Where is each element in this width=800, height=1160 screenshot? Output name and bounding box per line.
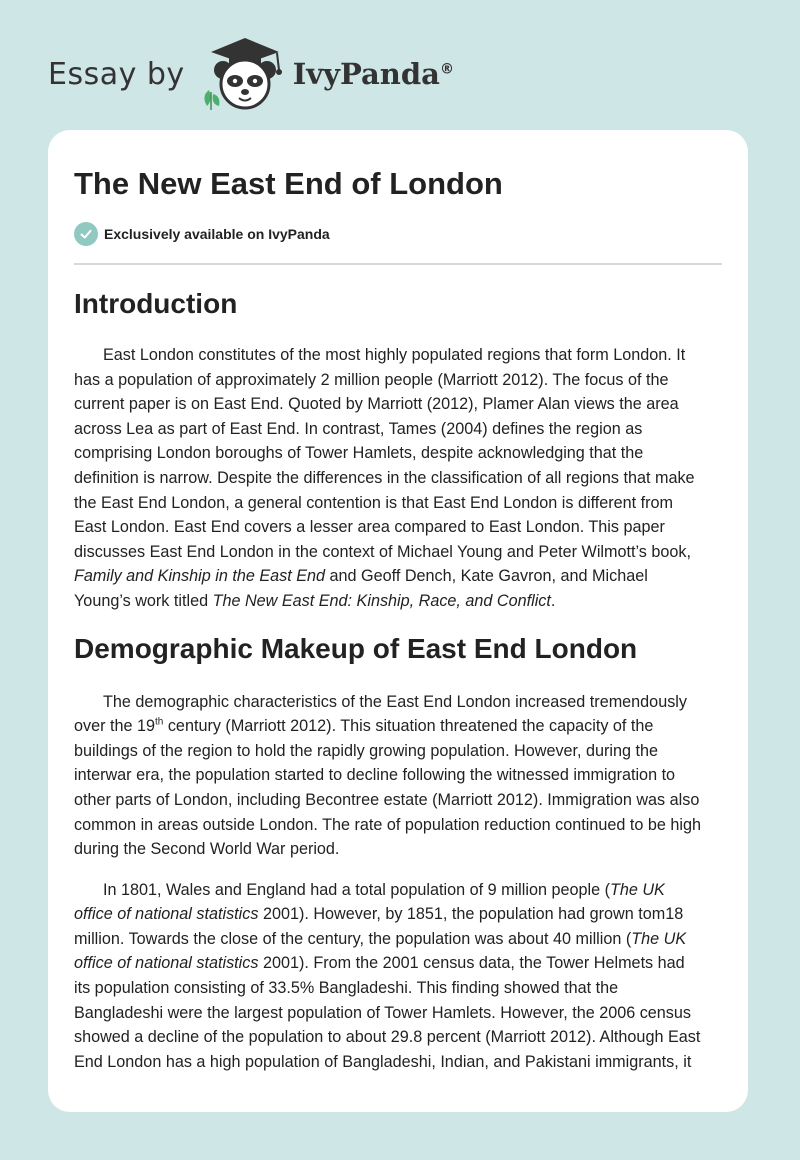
text-line: In 1801, Wales and England had a total population of 9 million people (The UK bbox=[103, 880, 665, 899]
text-line: current paper is on East End. Quoted by Marriott (2012), Plamer Alan views the area bbox=[74, 395, 679, 414]
section-heading-demographic: Demographic Makeup of East End London bbox=[74, 632, 638, 664]
text-line: during the Second World War period. bbox=[74, 840, 340, 859]
essay-by-label: Essay by bbox=[48, 56, 185, 92]
text-line: office of national statistics 2001). However, by 1851, the population had grown tom18 bbox=[74, 905, 684, 924]
text-line: comprising London boroughs of Tower Hamlets, despite acknowledging that the bbox=[74, 444, 644, 463]
paragraph bbox=[74, 878, 722, 1075]
text-line: The demographic characteristics of the East End London increased tremendously bbox=[103, 692, 687, 711]
text-line: definition is narrow. Despite the differences in the classification of all regions that make bbox=[74, 468, 695, 487]
text-line: East London constitutes of the most highly populated regions that form London. It bbox=[103, 346, 686, 364]
text-line: Young’s work titled The New East End: Kinship, Race, and Conflict. bbox=[74, 591, 556, 610]
paragraph bbox=[74, 690, 722, 862]
text-line: Family and Kinship in the East End and Geoff Dench, Kate Gavron, and Michael bbox=[74, 567, 648, 586]
site-header bbox=[48, 34, 454, 114]
essay-card bbox=[48, 130, 748, 1112]
divider bbox=[74, 263, 722, 265]
exclusive-badge bbox=[74, 222, 722, 246]
section-heading-introduction: Introduction bbox=[74, 288, 238, 319]
text-line: other parts of London, including Becontree estate (Marriott 2012). Immigration was also bbox=[74, 790, 700, 809]
checkmark-icon bbox=[74, 222, 98, 246]
exclusive-label: Exclusively available on IvyPanda bbox=[104, 226, 330, 242]
text-line: million. Towards the close of the century, the population was about 40 million (The UK bbox=[74, 929, 687, 948]
text-line: the East End London, a general contention is that East End London is different from bbox=[74, 493, 674, 512]
text-line: common in areas outside London. The rate of population reduction continued to be high bbox=[74, 815, 701, 834]
brand-name[interactable]: IvyPanda® bbox=[292, 57, 454, 91]
text-line: across Lea as part of East End. In contrast, Tames (2004) defines the region as bbox=[74, 419, 643, 438]
text-line: End London has a high population of Bangladeshi, Indian, and Pakistani immigrants, it bbox=[74, 1052, 692, 1071]
text-line: office of national statistics 2001). From the 2001 census data, the Tower Helmets had bbox=[74, 954, 685, 973]
text-line: discusses East End London in the context of Michael Young and Peter Wilmott’s book, bbox=[74, 542, 691, 561]
text-line: showed a decline of the population to about 29.8 percent (Marriott 2012). Although East bbox=[74, 1028, 701, 1047]
text-line: buildings of the region to hold the rapidly growing population. However, during the bbox=[74, 741, 659, 760]
text-line: interwar era, the population started to decline following the witnessed immigration to bbox=[74, 766, 676, 785]
page-title: The New East End of London bbox=[74, 166, 503, 201]
paragraph bbox=[74, 343, 722, 614]
text-line: East London. East End covers a lesser area compared to East London. This paper bbox=[74, 518, 665, 537]
text-line: its population consisting of 33.5% Bangladeshi. This finding showed that the bbox=[74, 979, 619, 998]
text-line: over the 19th century (Marriott 2012). This situation threatened the capacity of the bbox=[74, 716, 654, 736]
text-line: has a population of approximately 2 million people (Marriott 2012). The focus of the bbox=[74, 370, 669, 389]
text-line: Bangladeshi were the largest population of Tower Hamlets. However, the 2006 census bbox=[74, 1003, 691, 1022]
panda-graduate-icon[interactable] bbox=[199, 34, 291, 114]
